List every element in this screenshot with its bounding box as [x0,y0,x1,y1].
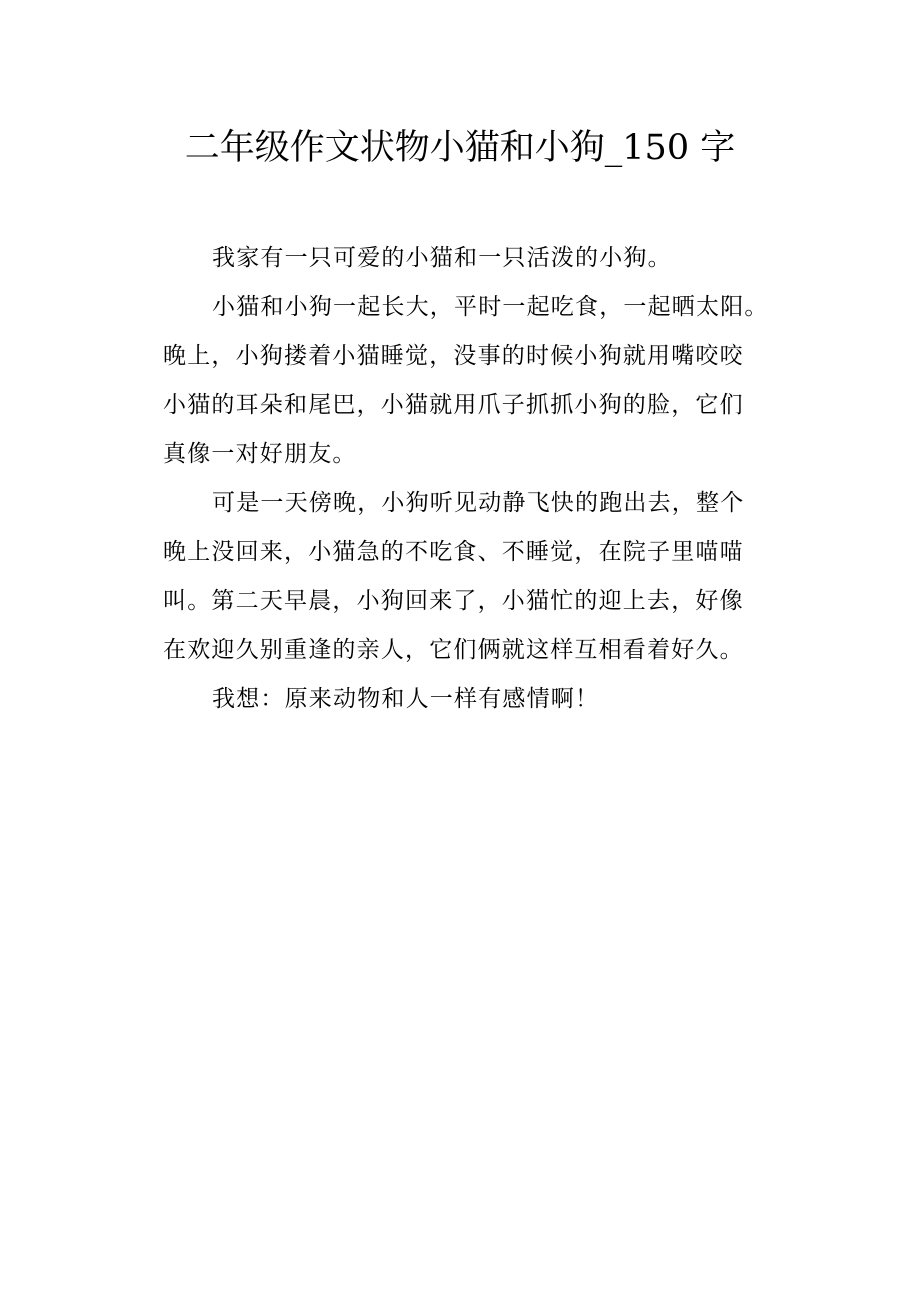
text-line: 我想：原来动物和人一样有感情啊！ [212,686,600,712]
text-line: 可是一天傍晚，小狗听见动静飞快的跑出去，整个 [212,490,745,516]
document-title: 二年级作文状物小猫和小狗_150 字 [184,128,736,168]
text-line: 真像一对好朋友。 [163,441,357,467]
text-line: 小猫的耳朵和尾巴，小猫就用爪子抓抓小狗的脸，它们 [163,392,744,418]
text-line: 在欢迎久别重逢的亲人，它们俩就这样互相看着好久。 [163,637,744,663]
text-line: 叫。第二天早晨，小狗回来了，小猫忙的迎上去，好像 [163,588,744,614]
text-line: 我家有一只可爱的小猫和一只活泼的小狗。 [212,245,672,271]
text-line: 晚上没回来，小猫急的不吃食、不睡觉，在院子里喵喵 [163,539,744,565]
essay-body [163,234,769,724]
text-line: 小猫和小狗一起长大，平时一起吃食，一起晒太阳。 [212,294,769,320]
text-line: 晚上，小狗搂着小猫睡觉，没事的时候小狗就用嘴咬咬 [163,343,744,369]
